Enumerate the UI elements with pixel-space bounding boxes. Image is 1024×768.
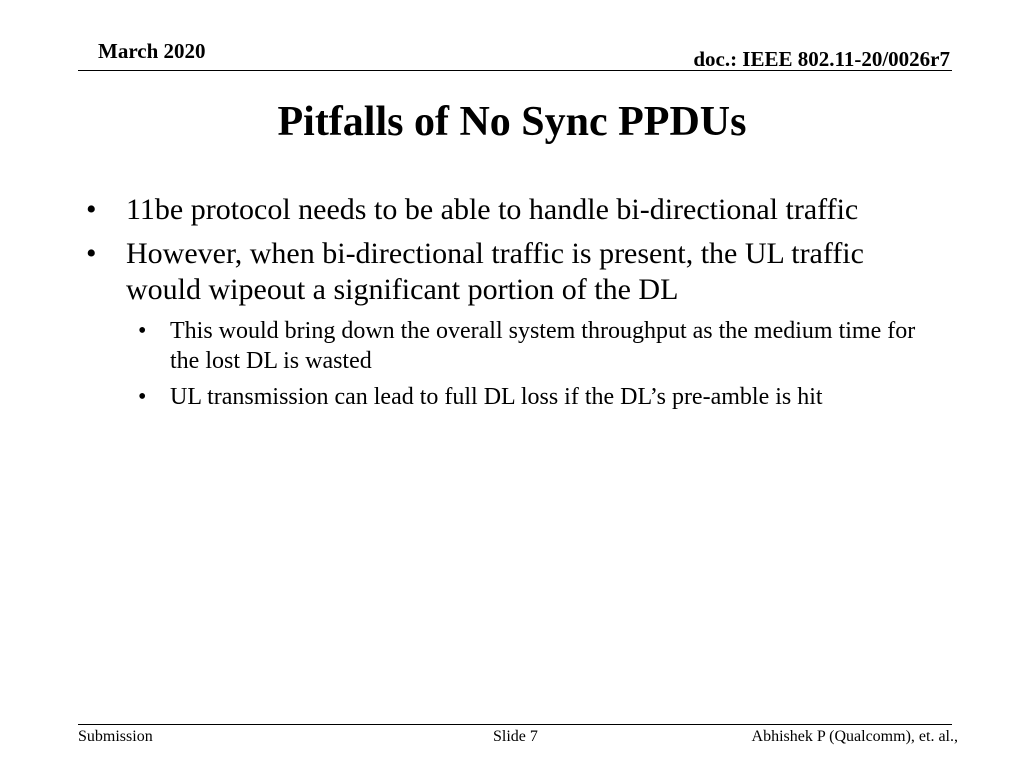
sub-bullet-item (86, 316, 936, 376)
bullet-dot-icon: • (86, 193, 97, 226)
footer-author: Abhishek P (Qualcomm), et. al., (751, 728, 958, 745)
sub-bullet-item (86, 382, 936, 412)
bullet-item (86, 236, 936, 308)
header-doc-id: doc.: IEEE 802.11-20/0026r7 (693, 47, 950, 71)
bullet-text: However, when bi-directional traffic is present, the UL traffic would wipeout a significant portion of the DL (126, 237, 864, 306)
sub-bullet-text: This would bring down the overall system throughput as the medium time for the lost DL is wasted (170, 318, 916, 374)
bullet-dot-icon: • (86, 237, 97, 270)
slide-body (86, 192, 936, 418)
bullet-text: 11be protocol needs to be able to handle bi-directional traffic (126, 193, 859, 226)
footer-submission: Submission (78, 728, 153, 745)
footer-divider (78, 724, 952, 725)
sub-bullet-text: UL transmission can lead to full DL loss if the DL’s pre-amble is hit (170, 384, 823, 410)
bullet-item (86, 192, 936, 228)
header-date: March 2020 (98, 39, 206, 63)
sub-bullet-dot-icon: • (138, 318, 147, 344)
header-divider (78, 70, 952, 71)
footer-slide-number: Slide 7 (493, 728, 538, 745)
sub-bullet-dot-icon: • (138, 384, 147, 410)
slide-title: Pitfalls of No Sync PPDUs (277, 99, 747, 145)
